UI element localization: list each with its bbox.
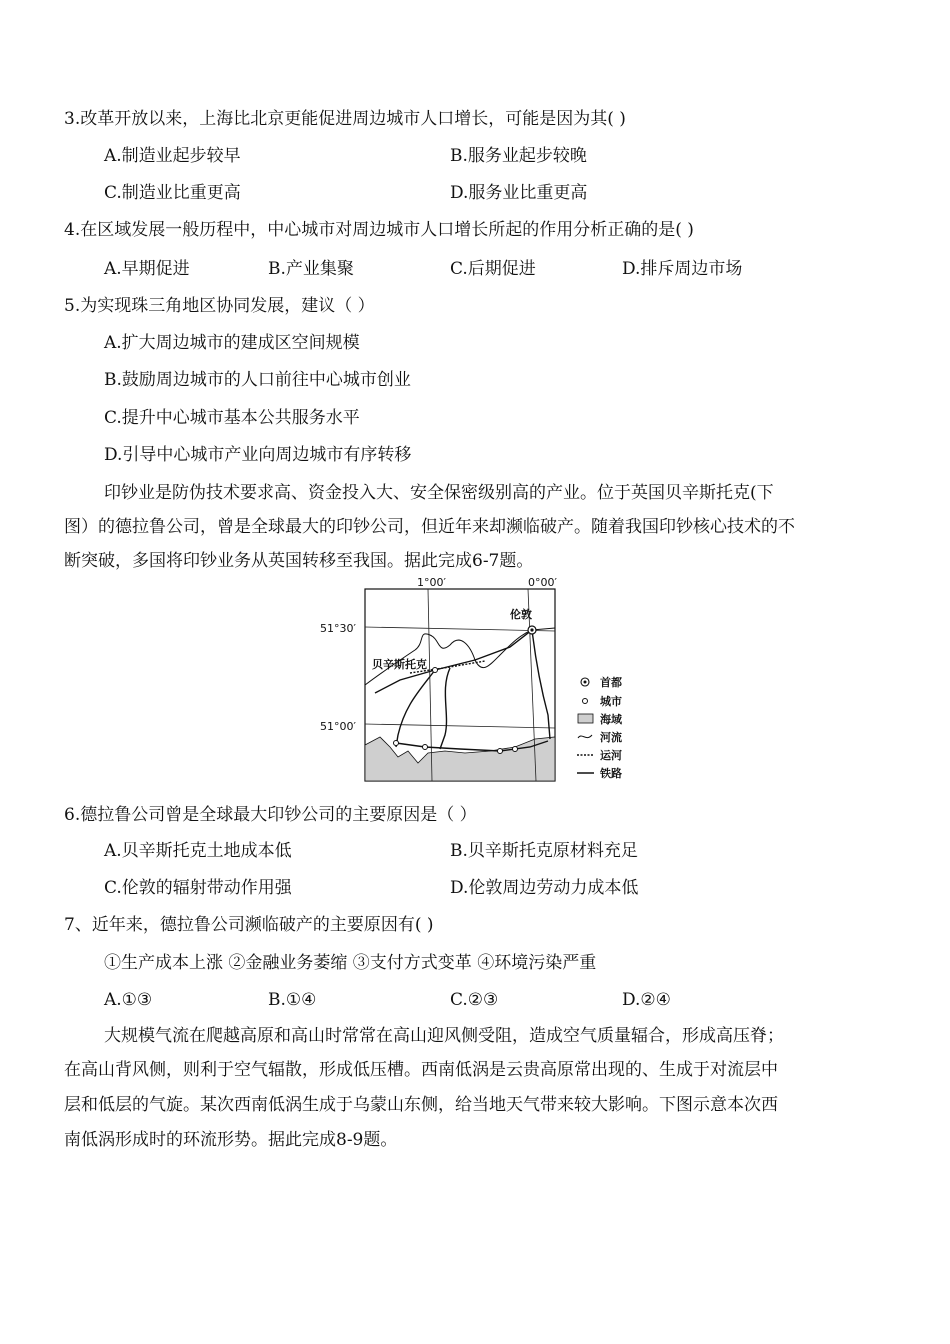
legend-sea: 海域 [600,713,622,726]
city-marker [394,741,399,746]
q6-option-c: C.伦敦的辐射带动作用强 [104,878,292,898]
legend-railway: 铁路 [600,767,622,780]
passage1-line-3: 断突破，多国将印钞业务从英国转移至我国。据此完成6-7题。 [64,551,534,571]
q4-option-a: A.早期促进 [104,259,190,279]
legend-canal: 运河 [600,749,622,762]
legend-city: 城市 [600,695,622,708]
q5-option-b: B.鼓励周边城市的人口前往中心城市创业 [104,370,411,390]
passage2-line-2: 在高山背风侧，则利于空气辐散，形成低压槽。西南低涡是云贵高原常出现的、生成于对流层中 [64,1060,778,1080]
q3-option-a: A.制造业起步较早 [104,146,241,166]
q5-stem: 5.为实现珠三角地区协同发展，建议（ ） [64,296,375,316]
legend-sea-icon [578,714,593,723]
legend-river-icon [578,735,592,738]
q6-option-b: B.贝辛斯托克原材料充足 [450,841,638,861]
passage1-line-2: 图）的德拉鲁公司，曾是全球最大的印钞公司，但近年来却濒临破产。随着我国印钞核心技术的不 [64,517,795,537]
q6-option-d: D.伦敦周边劳动力成本低 [450,878,639,898]
basingstoke-map [300,575,650,785]
lon-label-0-00: 0°00′ [528,576,557,589]
legend-river: 河流 [600,731,622,744]
q7-option-a: A.①③ [104,990,153,1010]
q4-option-d: D.排斥周边市场 [622,259,743,279]
passage1-line-1: 印钞业是防伪技术要求高、资金投入大、安全保密级别高的产业。位于英国贝辛斯托克(下 [104,483,774,503]
q3-option-b: B.服务业起步较晚 [450,146,587,166]
passage2-line-4: 南低涡形成时的环流形势。据此完成8-9题。 [64,1130,398,1150]
city-label-london: 伦敦 [510,608,532,621]
q7-option-b: B.①④ [268,990,317,1010]
map-legend [577,675,623,780]
q5-option-a: A.扩大周边城市的建成区空间规模 [104,333,360,353]
passage2-line-1: 大规模气流在爬越高原和高山时常常在高山迎风侧受阻，造成空气质量辐合，形成高压脊； [104,1026,784,1046]
q4-option-b: B.产业集聚 [268,259,354,279]
q5-option-d: D.引导中心城市产业向周边城市有序转移 [104,445,412,465]
city-label-basingstoke: 贝辛斯托克 [372,658,427,671]
q3-option-d: D.服务业比重更高 [450,183,588,203]
city-marker [423,745,428,750]
q5-option-c: C.提升中心城市基本公共服务水平 [104,408,360,428]
legend-capital: 首都 [600,676,622,689]
q7-option-c: C.②③ [450,990,499,1010]
q7-stem: 7、近年来，德拉鲁公司濒临破产的主要原因有( ) [64,915,434,935]
q7-items: ①生产成本上涨 ②金融业务萎缩 ③支付方式变革 ④环境污染严重 [104,953,597,973]
q7-option-d: D.②④ [622,990,671,1010]
legend-city-icon [583,699,588,704]
q6-stem: 6.德拉鲁公司曾是全球最大印钞公司的主要原因是（ ） [64,805,477,825]
q3-option-c: C.制造业比重更高 [104,183,241,203]
lat-label-51-00: 51°00′ [320,720,356,733]
lon-label-1-00: 1°00′ [417,576,446,589]
city-marker [513,747,518,752]
q6-option-a: A.贝辛斯托克土地成本低 [104,841,292,861]
q4-stem: 4.在区域发展一般历程中，中心城市对周边城市人口增长所起的作用分析正确的是( ) [64,220,694,240]
q4-option-c: C.后期促进 [450,259,536,279]
lat-label-51-30: 51°30′ [320,622,356,635]
london-capital-dot [530,628,533,631]
passage2-line-3: 层和低层的气旋。某次西南低涡生成于乌蒙山东侧，给当地天气带来较大影响。下图示意本次西 [64,1095,778,1115]
city-marker [498,749,503,754]
q3-stem: 3.改革开放以来，上海比北京更能促进周边城市人口增长，可能是因为其( ) [64,109,626,129]
basingstoke-marker [433,668,438,673]
